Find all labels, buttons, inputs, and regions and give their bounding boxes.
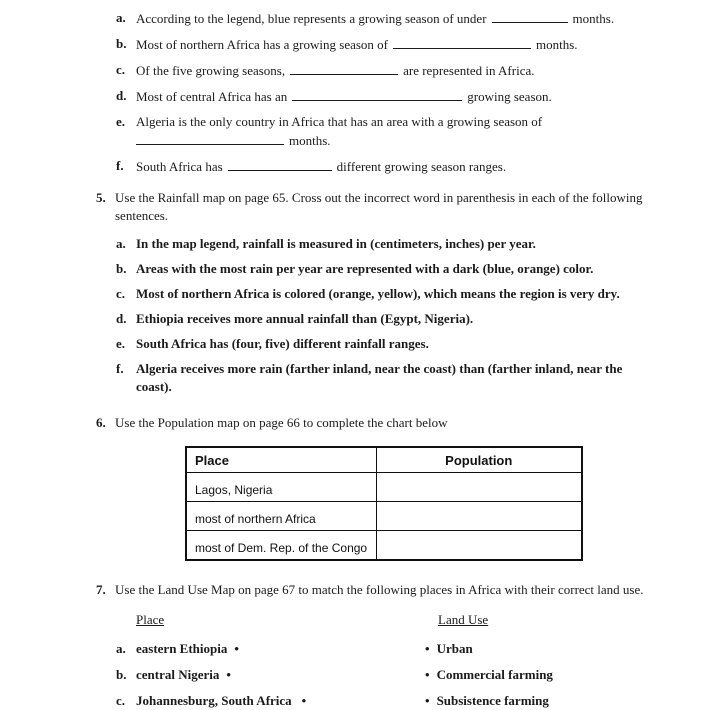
- match-dot-icon[interactable]: •: [234, 641, 239, 656]
- question-item-4d: [116, 87, 652, 106]
- match-row-b: [116, 666, 652, 684]
- item-letter: c.: [116, 286, 126, 301]
- table-header-row: [186, 447, 582, 473]
- table-row: [186, 473, 582, 502]
- question-prompt: Use the Rainfall map on page 65. Cross out the incorrect word in parenthesis in each of the following sentences.: [115, 190, 643, 223]
- match-land-use: • Commercial farming: [425, 667, 553, 682]
- fill-in-blank[interactable]: [290, 61, 398, 75]
- item-letter: b.: [116, 261, 127, 276]
- question-item-4e: [116, 113, 652, 150]
- item-text: different growing season ranges.: [336, 159, 507, 174]
- item-text: Most of central Africa has an: [136, 89, 288, 104]
- item-text: months.: [572, 11, 615, 26]
- question-item-4a: [116, 9, 652, 28]
- item-letter: c.: [116, 693, 126, 708]
- question-6: [96, 414, 652, 432]
- table-row: [186, 502, 582, 531]
- item-text: months.: [289, 133, 331, 148]
- item-letter: a.: [116, 10, 126, 25]
- item-text: are represented in Africa.: [403, 63, 535, 78]
- question-item-4c: [116, 61, 652, 80]
- table-header-place: Place: [186, 447, 376, 473]
- item-text: Ethiopia receives more annual rainfall than (Egypt, Nigeria).: [136, 311, 474, 326]
- question-item-5a: [116, 235, 652, 253]
- place-cell: Lagos, Nigeria: [186, 473, 376, 502]
- item-text: Areas with the most rain per year are represented with a dark (blue, orange) color.: [136, 261, 594, 276]
- item-text: Algeria receives more rain (farther inland, near the coast) than (farther inland, near the coast).: [136, 361, 623, 394]
- item-letter: d.: [116, 311, 127, 326]
- question-item-5b: [116, 260, 652, 278]
- match-place: Johannesburg, South Africa •: [136, 693, 307, 708]
- match-dot-icon[interactable]: •: [425, 641, 430, 656]
- table-row: [186, 531, 582, 561]
- population-table: [185, 446, 583, 561]
- match-header-place: Place: [136, 612, 165, 627]
- match-land-use: • Subsistence farming: [425, 693, 549, 708]
- item-letter: f.: [116, 158, 124, 173]
- question-item-5e: [116, 335, 652, 353]
- match-dot-icon[interactable]: •: [301, 693, 307, 708]
- item-text: According to the legend, blue represents a growing season of under: [136, 11, 487, 26]
- item-body: [136, 35, 652, 54]
- fill-in-blank[interactable]: [393, 35, 531, 49]
- match-dot-icon[interactable]: •: [425, 693, 430, 708]
- item-text: months.: [536, 37, 578, 52]
- item-text: Most of northern Africa has a growing season of: [136, 37, 388, 52]
- item-body: [136, 61, 652, 80]
- question-item-5c: [116, 285, 652, 303]
- match-place: eastern Ethiopia •: [136, 641, 239, 656]
- question-prompt: Use the Population map on page 66 to complete the chart below: [115, 415, 448, 430]
- question-item-4b: [116, 35, 652, 54]
- match-column-headers: [136, 611, 652, 629]
- question-item-4f: [116, 157, 652, 176]
- question-item-5d: [116, 310, 652, 328]
- item-body: [136, 9, 652, 28]
- place-cell: most of northern Africa: [186, 502, 376, 531]
- item-letter: c.: [116, 62, 126, 77]
- item-text: In the map legend, rainfall is measured in (centimeters, inches) per year.: [136, 236, 536, 251]
- item-letter: e.: [116, 336, 126, 351]
- match-land-use: • Urban: [425, 641, 473, 656]
- match-row-a: [116, 640, 652, 658]
- population-cell[interactable]: [376, 473, 582, 502]
- item-body: [136, 157, 652, 176]
- place-cell: most of Dem. Rep. of the Congo: [186, 531, 376, 561]
- population-cell[interactable]: [376, 531, 582, 561]
- item-letter: e.: [116, 114, 126, 129]
- item-text: growing season.: [467, 89, 552, 104]
- fill-in-blank[interactable]: [228, 157, 332, 171]
- question-number: 7.: [96, 582, 106, 597]
- item-text: Algeria is the only country in Africa that has an area with a growing season of: [136, 114, 543, 129]
- population-cell[interactable]: [376, 502, 582, 531]
- question-7: [96, 581, 652, 599]
- item-letter: a.: [116, 236, 126, 251]
- match-dot-icon[interactable]: •: [226, 667, 231, 682]
- question-prompt: Use the Land Use Map on page 67 to match the following places in Africa with their correct land use.: [115, 582, 644, 597]
- fill-in-blank[interactable]: [136, 131, 284, 145]
- table-header-population: Population: [376, 447, 582, 473]
- item-letter: a.: [116, 641, 126, 656]
- question-number: 6.: [96, 415, 106, 430]
- item-text: Of the five growing seasons,: [136, 63, 286, 78]
- item-letter: b.: [116, 667, 127, 682]
- question-number: 5.: [96, 190, 106, 205]
- match-dot-icon[interactable]: •: [425, 667, 430, 682]
- fill-in-blank[interactable]: [492, 9, 568, 23]
- item-body: [136, 113, 652, 150]
- item-text: South Africa has (four, five) different rainfall ranges.: [136, 336, 429, 351]
- match-row-c: [116, 692, 652, 710]
- item-text: Most of northern Africa is colored (orange, yellow), which means the region is very dry.: [136, 286, 620, 301]
- item-letter: d.: [116, 88, 127, 103]
- question-item-5f: [116, 360, 652, 396]
- match-header-land-use: Land Use: [438, 612, 489, 627]
- question-5: [96, 189, 652, 225]
- fill-in-blank[interactable]: [292, 87, 462, 101]
- item-letter: f.: [116, 361, 124, 376]
- item-letter: b.: [116, 36, 127, 51]
- item-text: South Africa has: [136, 159, 223, 174]
- item-body: [136, 87, 652, 106]
- match-place: central Nigeria •: [136, 667, 231, 682]
